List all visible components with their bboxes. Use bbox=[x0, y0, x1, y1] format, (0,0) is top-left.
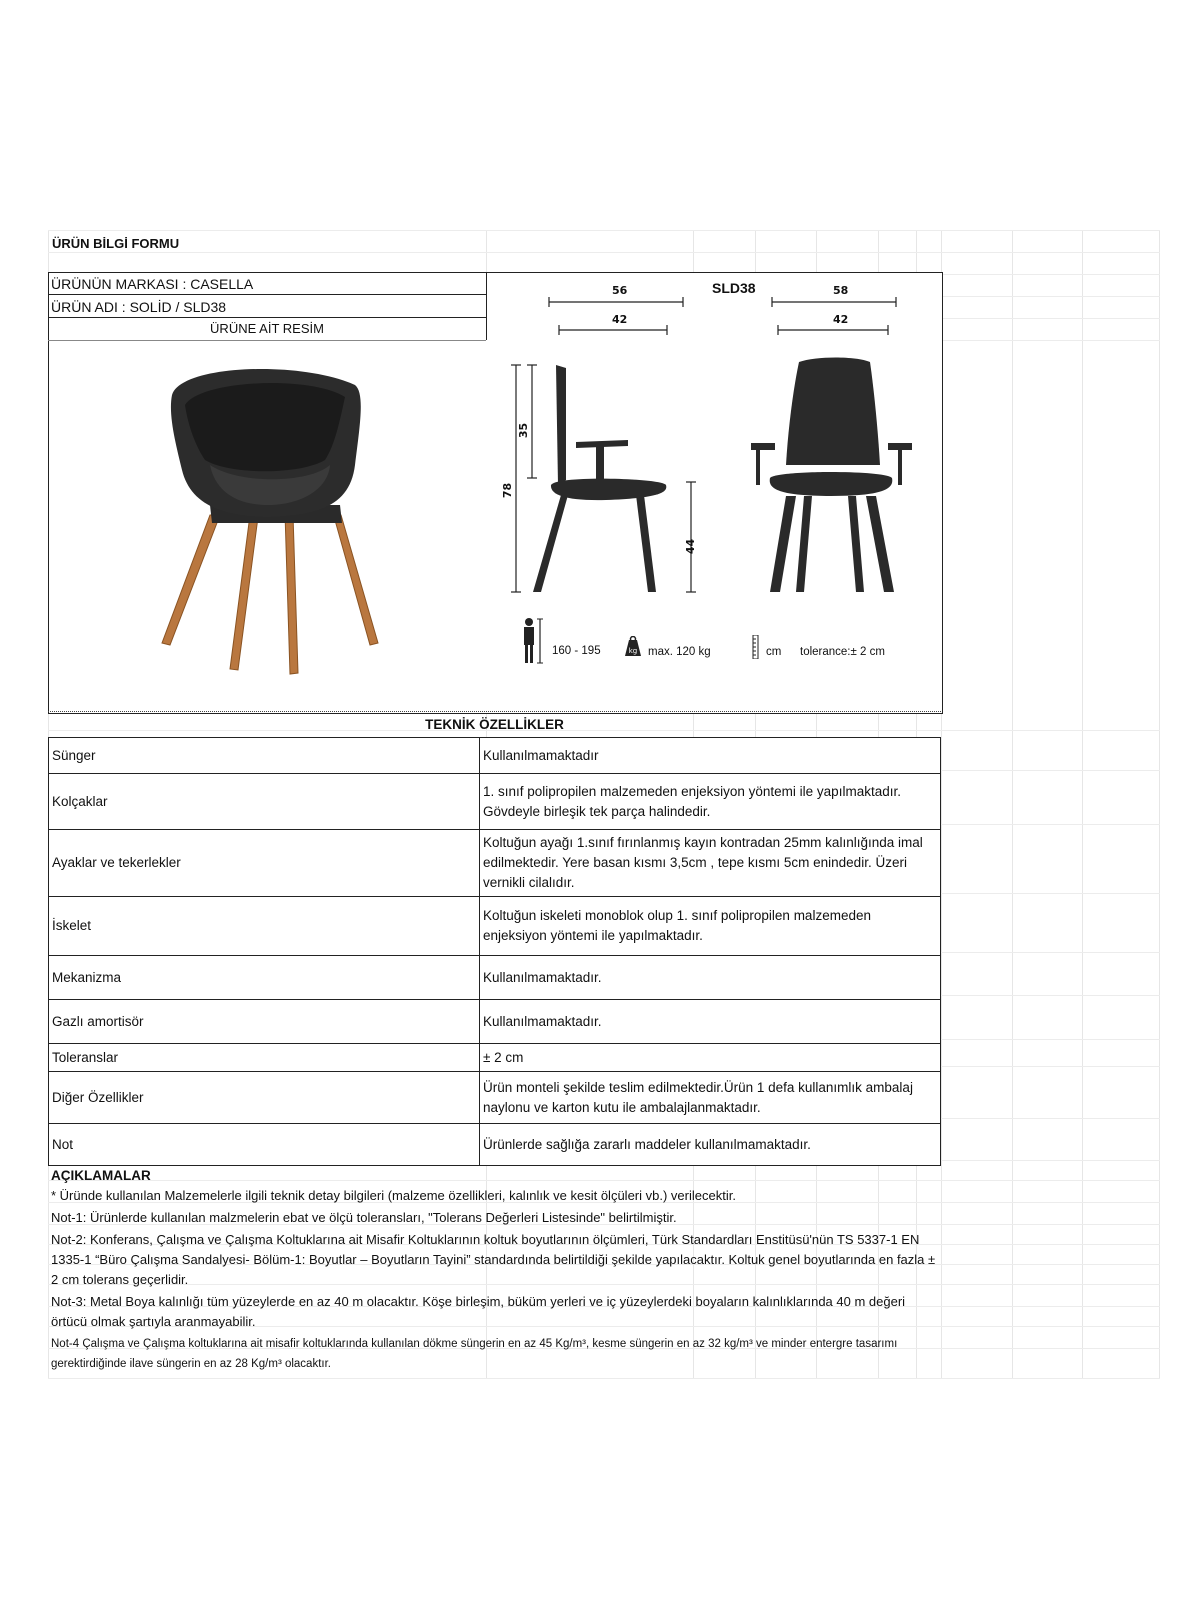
brand-line: ÜRÜNÜN MARKASI : CASELLA bbox=[48, 273, 486, 295]
tolerance-label: tolerance:± 2 cm bbox=[800, 646, 885, 658]
spec-value: Kullanılmamaktadır. bbox=[480, 956, 941, 1000]
spec-key: Kolçaklar bbox=[49, 774, 480, 830]
seat-height: 44 bbox=[684, 538, 698, 555]
note-line: Not-2: Konferans, Çalışma ve Çalışma Koltuklarına ait Misafir Koltuklarının koltuk boyutlarının ölçümleri, Türk Standardları Enstitüsü'nün TS 5337-1 EN 1335-1 “Büro Çalışma Sandalyesi- Bölüm-1: Boyutlar – Boyutların Tayini” standardında belirtildiği şekilde yapılacaktır. Koltuk genel boyutlarında en fazla ± 2 cm tolerans geçerlidir. bbox=[51, 1232, 936, 1287]
back-height: 35 bbox=[517, 422, 531, 439]
dotted-rule bbox=[48, 711, 941, 712]
dimension-lines bbox=[486, 280, 941, 610]
spec-key: Toleranslar bbox=[49, 1044, 480, 1072]
product-name-line: ÜRÜN ADI : SOLİD / SLD38 bbox=[48, 296, 486, 318]
spec-row bbox=[49, 1124, 941, 1166]
spec-row bbox=[49, 738, 941, 774]
front-total-width: 58 bbox=[833, 284, 849, 297]
total-height: 78 bbox=[501, 482, 515, 499]
side-total-width: 56 bbox=[612, 284, 628, 297]
spec-value: Kullanılmamaktadır. bbox=[480, 1000, 941, 1044]
user-height: 160 - 195 bbox=[552, 645, 601, 657]
spec-value: Koltuğun ayağı 1.sınıf fırınlanmış kayın kontradan 25mm kalınlığında imal edilmektedir. Yere basan kısmı 3,5cm , tepe kısmı 5cm enindedir. Üzeri vernikli cilalıdır. bbox=[480, 830, 941, 897]
picture-label: ÜRÜNE AİT RESİM bbox=[210, 321, 324, 336]
tech-title: TEKNİK ÖZELLİKLER bbox=[425, 717, 564, 732]
spec-row bbox=[49, 1072, 941, 1124]
svg-text:kg: kg bbox=[628, 647, 638, 655]
spec-key: Gazlı amortisör bbox=[49, 1000, 480, 1044]
spec-key: Not bbox=[49, 1124, 480, 1166]
form-title: ÜRÜN BİLGİ FORMU bbox=[52, 236, 180, 251]
spec-row bbox=[49, 897, 941, 956]
note-line: Not-3: Metal Boya kalınlığı tüm yüzeylerde en az 40 m olacaktır. Köşe birleşim, büküm yerleri ve iç yüzeylerdeki boyaların kalınlıklarında 40 m değeri örtücü olmak şartıyla aranmayabilir. bbox=[51, 1294, 906, 1329]
spec-key: İskelet bbox=[49, 897, 480, 956]
spec-row bbox=[49, 1000, 941, 1044]
spec-key: Mekanizma bbox=[49, 956, 480, 1000]
spec-value: Ürünlerde sağlığa zararlı maddeler kullanılmamaktadır. bbox=[480, 1124, 941, 1166]
notes-title: AÇIKLAMALAR bbox=[51, 1168, 151, 1183]
spec-value: Ürün monteli şekilde teslim edilmektedir.Ürün 1 defa kullanımlık ambalaj naylonu ve karton kutu ile ambalajlanmaktadır. bbox=[480, 1072, 941, 1124]
note-line: * Üründe kullanılan Malzemelerle ilgili teknik detay bilgileri (malzeme özellikleri, kalınlık ve kesit ölçüleri vb.) verilecektir. bbox=[51, 1188, 736, 1203]
spec-value: Kullanılmamaktadır bbox=[480, 738, 941, 774]
note-line: Not-4 Çalışma ve Çalışma koltuklarına ait misafir koltuklarında kullanılan dökme süngerin en az 45 Kg/m³, kesme süngerin en az 32 kg/m³ ve minder entergre tasarımı gerektirdiğinde ilave süngerin en az 28 Kg/m³ olacaktır. bbox=[51, 1338, 898, 1370]
spec-key: Sünger bbox=[49, 738, 480, 774]
front-seat-width: 42 bbox=[833, 313, 849, 326]
spec-row bbox=[49, 1044, 941, 1072]
max-load: max. 120 kg bbox=[648, 646, 711, 658]
spec-key: Diğer Özellikler bbox=[49, 1072, 480, 1124]
chair-photo bbox=[150, 365, 390, 685]
model-code: SLD38 bbox=[712, 280, 756, 296]
spec-row bbox=[49, 774, 941, 830]
person-icon bbox=[520, 617, 546, 665]
note-line: Not-1: Ürünlerde kullanılan malzmelerin ebat ve ölçü toleransları, "Tolerans Değerleri Listesinde" belirtilmiştir. bbox=[51, 1210, 677, 1225]
spec-value: 1. sınıf polipropilen malzemeden enjeksiyon yöntemi ile yapılmaktadır. Gövdeyle birleşik tek parça halindedir. bbox=[480, 774, 941, 830]
spec-table bbox=[48, 737, 941, 1166]
spec-row bbox=[49, 830, 941, 897]
spec-key: Ayaklar ve tekerlekler bbox=[49, 830, 480, 897]
spec-row bbox=[49, 956, 941, 1000]
ruler-icon bbox=[752, 635, 760, 659]
picture-label-rule bbox=[48, 340, 486, 341]
side-seat-width: 42 bbox=[612, 313, 628, 326]
spec-value: ± 2 cm bbox=[480, 1044, 941, 1072]
spec-value: Koltuğun iskeleti monoblok olup 1. sınıf polipropilen malzemeden enjeksiyon yöntemi ile yapılmaktadır. bbox=[480, 897, 941, 956]
weight-icon bbox=[624, 636, 642, 656]
unit-label: cm bbox=[766, 646, 782, 658]
